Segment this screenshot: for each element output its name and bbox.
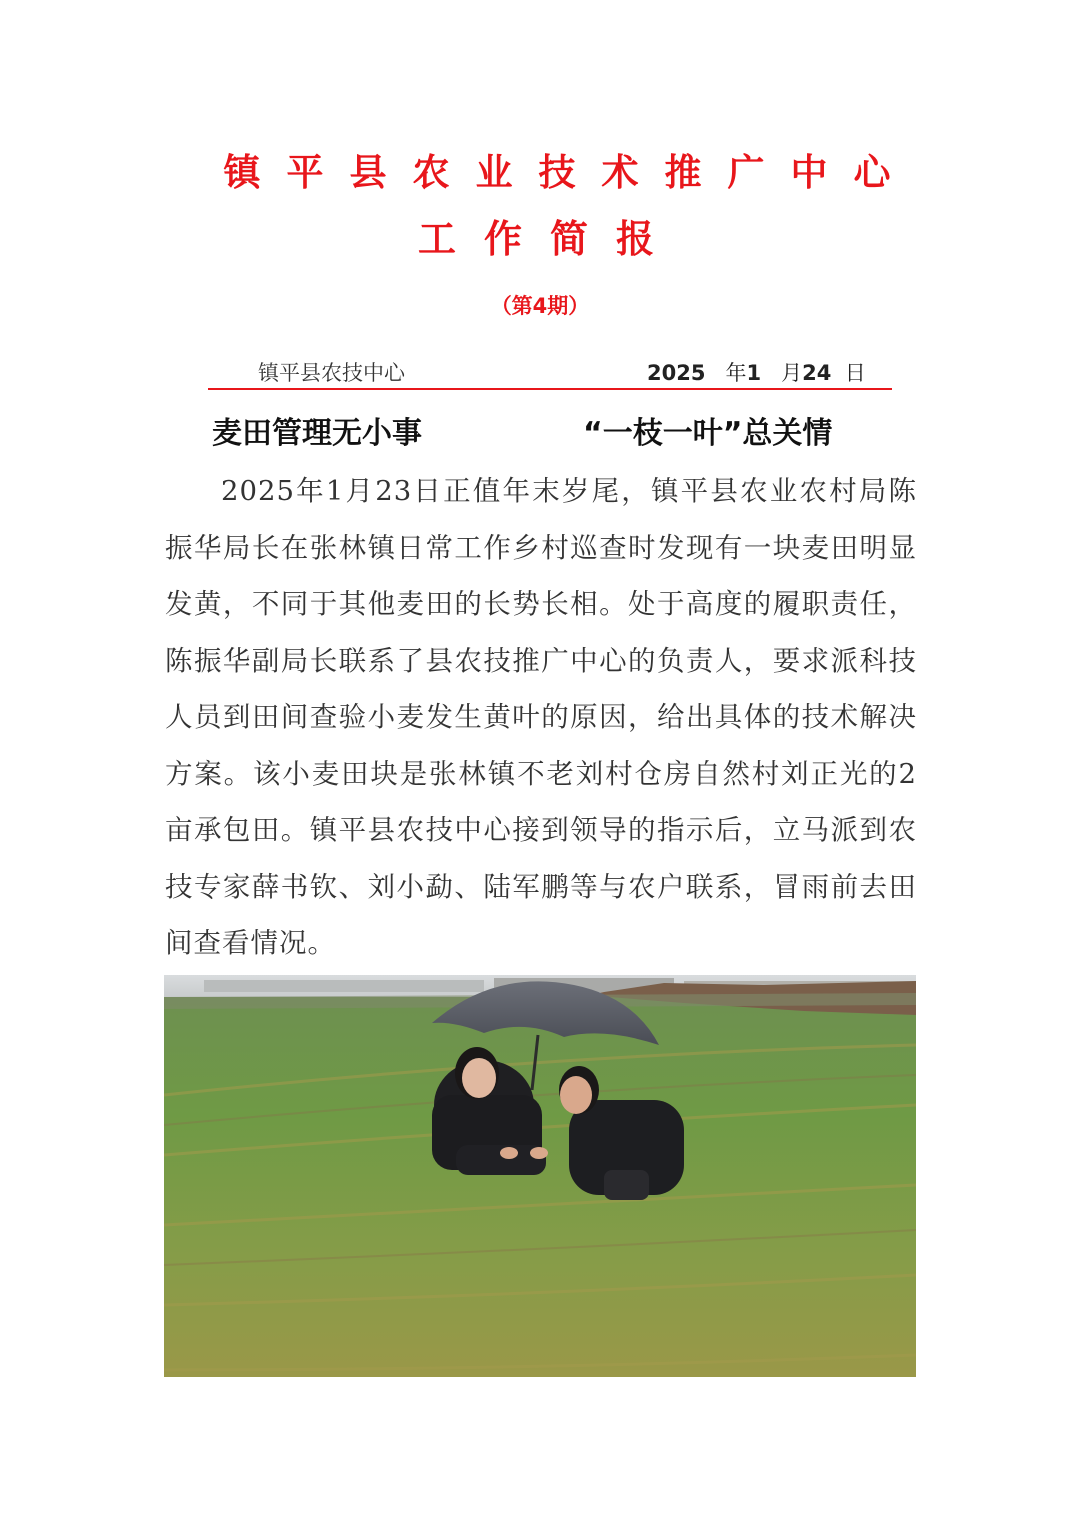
bulletin-title-line1: 镇平县农业技术推广中心 — [223, 150, 917, 194]
date-year-unit: 年 — [725, 361, 747, 385]
article-headline-left: 麦田管理无小事 — [212, 416, 422, 451]
date-month-unit: 月 — [781, 361, 803, 385]
publish-date — [647, 357, 866, 387]
date-day: 24 — [802, 361, 832, 385]
article-headline-right: “一枝一叶”总关情 — [583, 416, 833, 451]
organization-name: 镇平县农技中心 — [258, 361, 405, 385]
date-month: 1 — [746, 361, 762, 385]
article-paragraph: 2025年1月23日正值年末岁尾，镇平县农业农村局陈振华局长在张林镇日常工作乡村巡查时发现有一块麦田明显发黄，不同于其他麦田的长势长相。处于高度的履职责任，陈振华副局长联系了县农技推广中心的负责人，要求派科技人员到田间查验小麦发生黄叶的原因，给出具体的技术解决方案。该小麦田块是张林镇不老刘村仓房自然村刘正光的2亩承包田。镇平县农技中心接到领导的指示后，立马派到农技专家薛书钦、刘小勐、陆军鹏等与农户联系，冒雨前去田间查看情况。 — [165, 475, 917, 959]
header-divider — [208, 388, 892, 390]
bulletin-title-line2: 工作简报 — [417, 216, 682, 261]
date-year: 2025 — [647, 361, 706, 385]
wheat-field-photo — [164, 975, 916, 1377]
date-day-unit: 日 — [844, 361, 866, 385]
issue-number: （第4期） — [490, 294, 590, 318]
